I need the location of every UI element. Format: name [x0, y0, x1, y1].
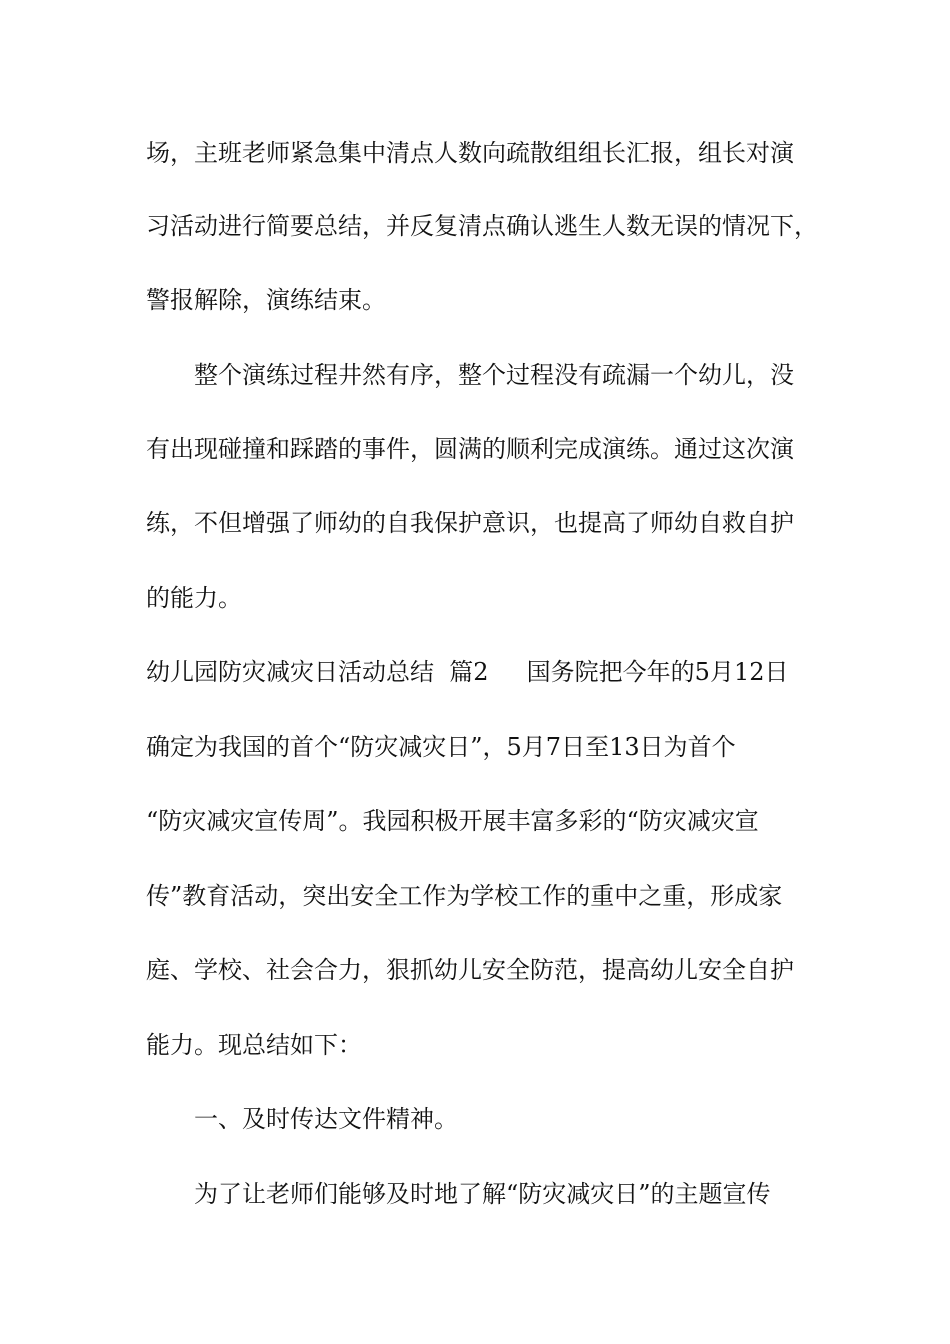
text-line: 练，不但增强了师幼的自我保护意识，也提高了师幼自救自护 — [146, 509, 794, 537]
text-line: 有出现碰撞和踩踏的事件，圆满的顺利完成演练。通过这次演 — [146, 435, 794, 463]
text-line: 场，主班老师紧急集中清点人数向疏散组组长汇报，组长对演 — [146, 139, 794, 167]
paragraph-first-line: 整个演练过程井然有序，整个过程没有疏漏一个幼儿，没 — [194, 361, 794, 389]
paragraph-first-line: 为了让老师们能够及时地了解“防灾减灾日”的主题宣传 — [194, 1180, 771, 1208]
text-line: 确定为我国的首个“防灾减灾日”，5月7日至13日为首个 — [146, 733, 736, 761]
text-line: 习活动进行简要总结，并反复清点确认逃生人数无误的情况下， — [146, 212, 818, 240]
text-line: 警报解除，演练结束。 — [146, 286, 386, 314]
text-line: 的能力。 — [146, 584, 242, 612]
text-line: 庭、学校、社会合力，狠抓幼儿安全防范，提高幼儿安全自护 — [146, 956, 794, 984]
text-line: “防灾减灾宣传周”。我园积极开展丰富多彩的“防灾减灾宣 — [146, 807, 759, 835]
section-heading-line: 幼儿园防灾减灾日活动总结 篇2 国务院把今年的5月12日 — [146, 658, 789, 686]
text-line: 传”教育活动，突出安全工作为学校工作的重中之重，形成家 — [146, 882, 783, 910]
subheading-line: 一、及时传达文件精神。 — [194, 1105, 458, 1133]
text-line: 能力。现总结如下： — [146, 1031, 362, 1059]
